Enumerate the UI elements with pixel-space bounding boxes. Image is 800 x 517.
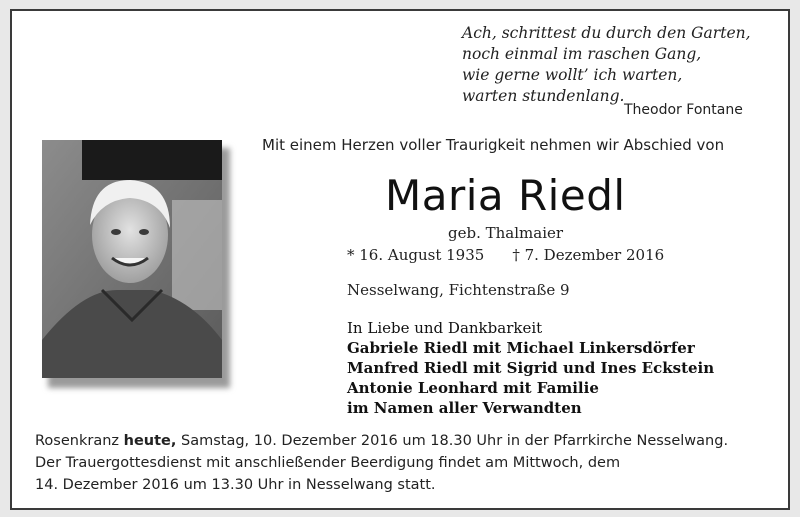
mourner-line: Gabriele Riedl mit Michael Linkersdörfer <box>347 339 695 357</box>
poem <box>462 23 751 107</box>
deceased-name: Maria Riedl <box>385 171 626 220</box>
mourners-block <box>347 318 714 418</box>
poem-line: Ach, schrittest du durch den Garten, <box>462 24 751 42</box>
mourner-line: Antonie Leonhard mit Familie <box>347 379 599 397</box>
life-dates <box>347 246 664 264</box>
birth-date: * 16. August 1935 <box>347 246 485 264</box>
address: Nesselwang, Fichtenstraße 9 <box>347 281 570 299</box>
mourner-line: im Namen aller Verwandten <box>347 399 582 417</box>
poem-author: Theodor Fontane <box>624 102 743 118</box>
poem-line: wie gerne wollt’ ich warten, <box>462 66 683 84</box>
death-date: † 7. Dezember 2016 <box>512 246 665 264</box>
service-info <box>35 430 785 496</box>
poem-line: warten stundenlang. <box>462 87 625 105</box>
intro-text: Mit einem Herzen voller Traurigkeit nehmen wir Abschied von <box>262 136 725 154</box>
rosary-details: Samstag, 10. Dezember 2016 um 18.30 Uhr in der Pfarrkirche Nesselwang. <box>176 433 729 449</box>
rosary-today: heute, <box>123 433 177 449</box>
mourners-lead: In Liebe und Dankbarkeit <box>347 319 543 337</box>
rosary-line <box>35 430 785 452</box>
obituary-frame <box>10 9 790 510</box>
rosary-prefix: Rosenkranz <box>35 433 124 449</box>
poem-line: noch einmal im raschen Gang, <box>462 45 702 63</box>
mourner-line: Manfred Riedl mit Sigrid und Ines Eckstein <box>347 359 715 377</box>
maiden-name: geb. Thalmaier <box>448 224 564 242</box>
portrait-photo <box>42 140 222 378</box>
funeral-line-1: Der Trauergottesdienst mit anschließender Beerdigung findet am Mittwoch, dem <box>35 455 621 471</box>
portrait-image <box>42 140 222 378</box>
funeral-line-2: 14. Dezember 2016 um 13.30 Uhr in Nesselwang statt. <box>35 477 436 493</box>
